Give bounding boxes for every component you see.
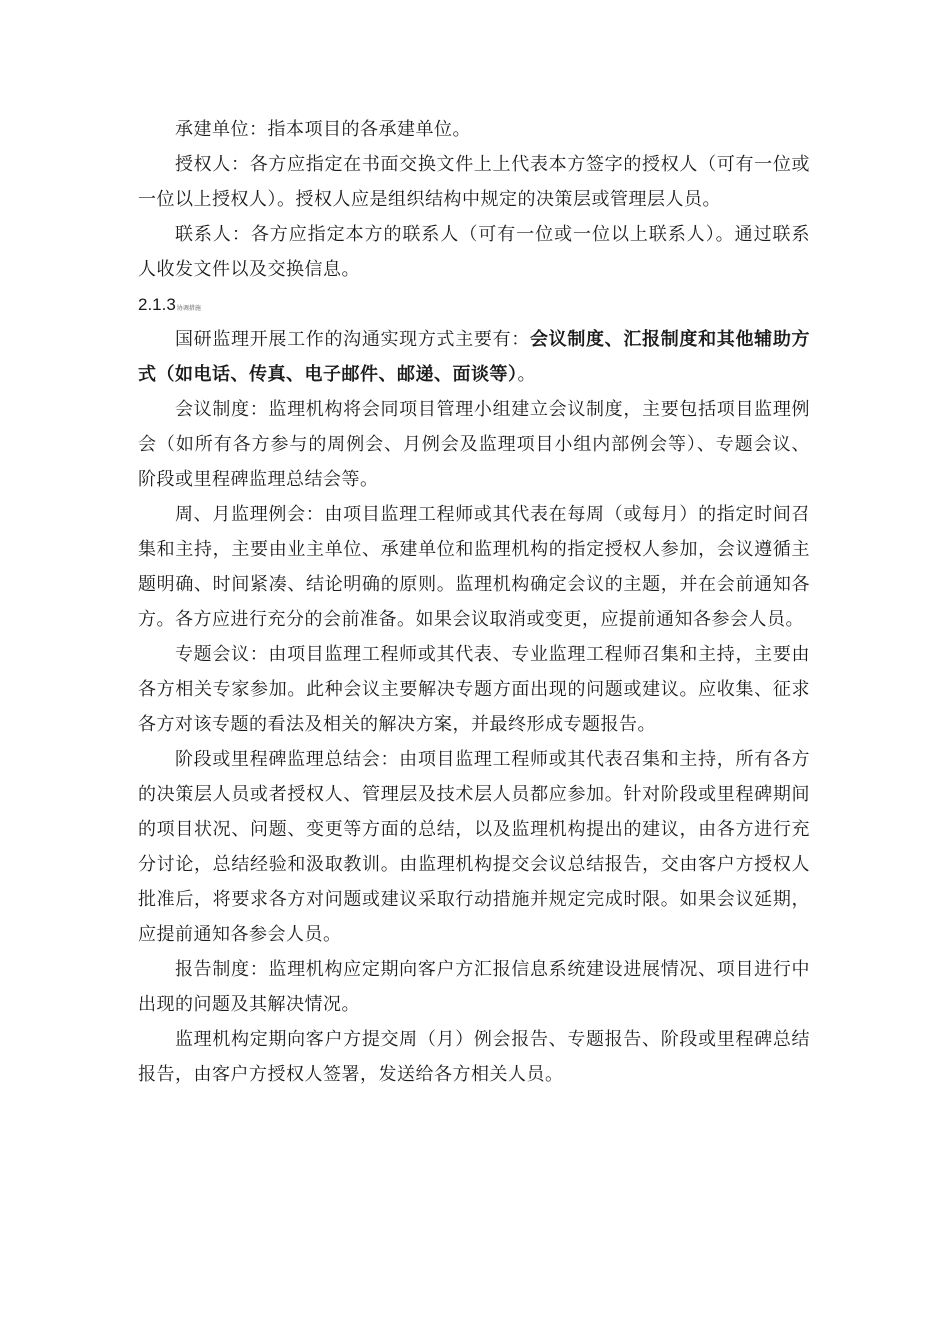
paragraph-contact-person: 联系人：各方应指定本方的联系人（可有一位或一位以上联系人）。通过联系人收发文件以及交换信息。 xyxy=(138,224,810,280)
section-number: 2.1.3 xyxy=(138,295,176,314)
paragraph-report-submission: 监理机构定期向客户方提交周（月）例会报告、专题报告、阶段或里程碑总结报告，由客户方授权人签署，发送给各方相关人员。 xyxy=(138,1029,810,1085)
paragraph-report-system: 报告制度：监理机构应定期向客户方汇报信息系统建设进展情况、项目进行中出现的问题及其解决情况。 xyxy=(138,959,810,1015)
section-heading xyxy=(138,287,810,322)
paragraph-meeting-system: 会议制度：监理机构将会同项目管理小组建立会议制度，主要包括项目监理例会（如所有各方参与的周例会、月例会及监理项目小组内部例会等）、专题会议、阶段或里程碑监理总结会等。 xyxy=(138,399,810,490)
paragraph-special-meeting: 专题会议：由项目监理工程师或其代表、专业监理工程师召集和主持，主要由各方相关专家参加。此种会议主要解决专题方面出现的问题或建议。应收集、征求各方对该专题的看法及相关的解决方案，并最终形成专题报告。 xyxy=(138,644,810,735)
paragraph-contractor-definition: 承建单位：指本项目的各承建单位。 xyxy=(175,119,471,140)
communication-tail-text: 。 xyxy=(517,364,536,385)
paragraph-authorized-person: 授权人：各方应指定在书面交换文件上上代表本方签字的授权人（可有一位或一位以上授权人）。授权人应是组织结构中规定的决策层或管理层人员。 xyxy=(138,154,810,210)
communication-lead-text: 国研监理开展工作的沟通实现方式主要有： xyxy=(175,329,530,350)
communication-methods-bold: 会议制度、汇报制度和其他辅助方式（如电话、传真、电子邮件、邮递、面谈等） xyxy=(138,329,810,385)
paragraph-communication-methods xyxy=(138,322,810,392)
paragraph-weekly-monthly-meeting: 周、月监理例会：由项目监理工程师或其代表在每周（或每月）的指定时间召集和主持，主要由业主单位、承建单位和监理机构的指定授权人参加，会议遵循主题明确、时间紧凑、结论明确的原则。监理机构确定会议的主题，并在会前通知各方。各方应进行充分的会前准备。如果会议取消或变更，应提前通知各参会人员。 xyxy=(138,504,810,630)
document-body xyxy=(138,112,810,1092)
paragraph-milestone-meeting: 阶段或里程碑监理总结会：由项目监理工程师或其代表召集和主持，所有各方的决策层人员或者授权人、管理层及技术层人员都应参加。针对阶段或里程碑期间的项目状况、问题、变更等方面的总结，以及监理机构提出的建议，由各方进行充分讨论，总结经验和汲取教训。由监理机构提交会议总结报告，交由客户方授权人批准后，将要求各方对问题或建议采取行动措施并规定完成时限。如果会议延期，应提前通知各参会人员。 xyxy=(138,749,810,945)
section-title: 协调措施 xyxy=(176,305,201,312)
